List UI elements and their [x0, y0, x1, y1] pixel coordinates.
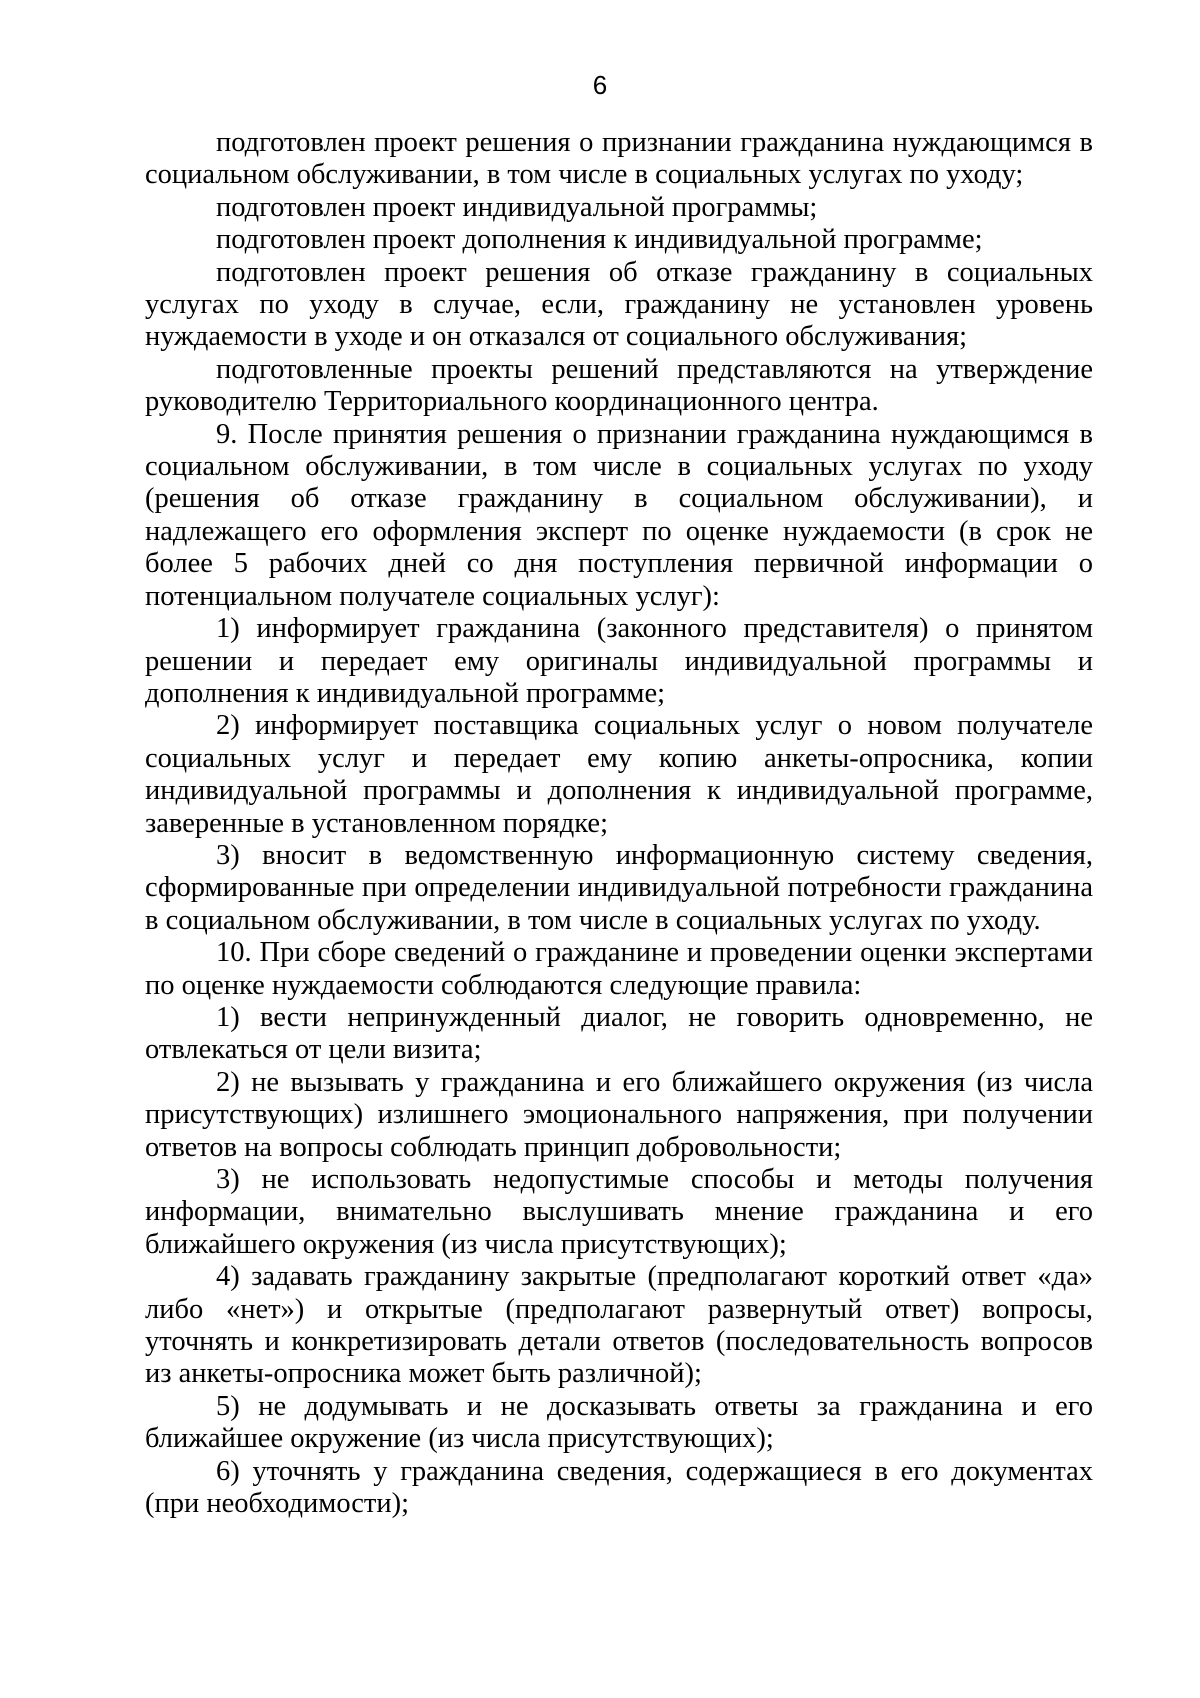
paragraph-item-10-3: 3) не использовать недопустимые способы и методы получения информации, внимательно выслушивать мнение гражданина и его ближайшего окружения (из числа присутствующих);: [145, 1164, 1093, 1260]
page-number: 6: [592, 70, 608, 100]
paragraph-item-9: 9. После принятия решения о признании гражданина нуждающимся в социальном обслуживании, в том числе в социальных услугах по уходу (решения об отказе гражданину в социальном обслуживании), и надлежащего его оформления эксперт по оценке нуждаемости (в срок не более 5 рабочих дней со дня поступления первичной информации о потенциальном получателе социальных услуг):: [145, 418, 1093, 612]
paragraph-draft-refusal-decision: подготовлен проект решения об отказе гражданину в социальных услугах по уходу в случае, если, гражданину не установлен уровень нуждаемости в уходе и он отказался от социального обслуживания;: [145, 256, 1093, 353]
paragraph-item-9-1: 1) информирует гражданина (законного представителя) о принятом решении и передает ему оригиналы индивидуальной программы и дополнения к индивидуальной программе;: [145, 613, 1093, 709]
paragraph-item-10-6: 6) уточнять у гражданина сведения, содержащиеся в его документах (при необходимости);: [145, 1455, 1093, 1520]
paragraph-item-10-1: 1) вести непринужденный диалог, не говорить одновременно, не отвлекаться от цели визита;: [145, 1001, 1093, 1066]
paragraph-item-10-2: 2) не вызывать у гражданина и его ближайшего окружения (из числа присутствующих) излишнего эмоционального напряжения, при получении ответов на вопросы соблюдать принцип добровольности;: [145, 1066, 1093, 1163]
paragraph-draft-individual-program: подготовлен проект индивидуальной программы;: [216, 191, 818, 223]
paragraph-item-9-3: 3) вносит в ведомственную информационную систему сведения, сформированные при определении индивидуальной потребности гражданина в социальном обслуживании, в том числе в социальных услугах по уходу.: [145, 839, 1093, 936]
document-body: [145, 127, 1093, 1520]
paragraph-draft-recognition-decision: подготовлен проект решения о признании гражданина нуждающимся в социальном обслуживании, в том числе в социальных услугах по уходу;: [145, 127, 1093, 191]
paragraph-item-10: 10. При сборе сведений о гражданине и проведении оценки экспертами по оценке нуждаемости соблюдаются следующие правила:: [145, 937, 1093, 1001]
paragraph-item-10-4: 4) задавать гражданину закрытые (предполагают короткий ответ «да» либо «нет») и открытые (предполагают развернутый ответ) вопросы, уточнять и конкретизировать детали ответов (последовательность вопросов из анкеты-опросника может быть различной);: [145, 1261, 1093, 1390]
paragraph-draft-program-addendum: подготовлен проект дополнения к индивидуальной программе;: [216, 224, 983, 256]
paragraph-item-9-2: 2) информирует поставщика социальных услуг о новом получателе социальных услуг и передает ему копию анкеты-опросника, копии индивидуальной программы и дополнения к индивидуальной программе, заверенные в установленном порядке;: [145, 710, 1093, 839]
paragraph-drafts-submitted: подготовленные проекты решений представляются на утверждение руководителю Территориального координационного центра.: [145, 353, 1093, 418]
paragraph-item-10-5: 5) не додумывать и не досказывать ответы за гражданина и его ближайшее окружение (из числа присутствующих);: [145, 1390, 1093, 1455]
